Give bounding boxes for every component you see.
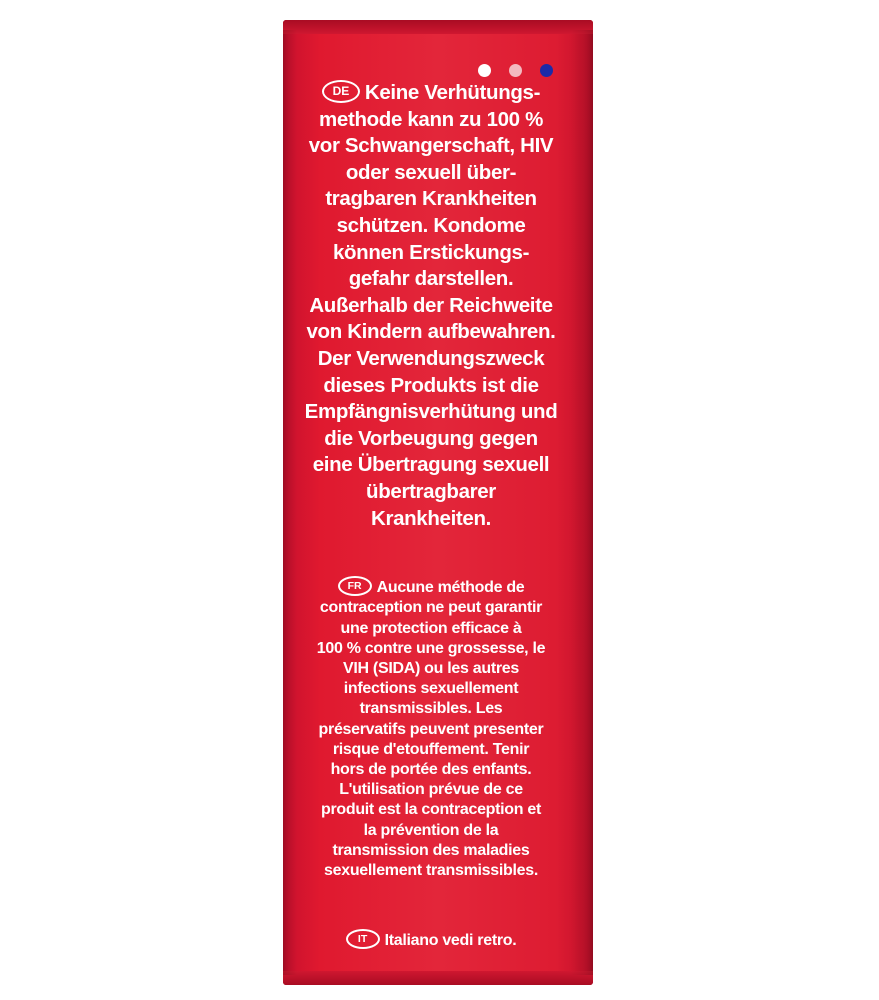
text-line: Der Verwendungszweck — [317, 346, 545, 370]
box-side-panel — [283, 20, 593, 985]
text-line-content: Keine Verhütungs- — [364, 81, 541, 104]
text-line: transmission des maladies — [332, 841, 530, 859]
text-line-content: Italiano vedi retro. — [384, 932, 517, 950]
text-line: produit est la contraception et — [320, 801, 542, 819]
text-line — [303, 578, 559, 598]
text-line: von Kindern aufbewahren. — [306, 320, 556, 344]
text-line: contraception ne peut garantir — [319, 599, 543, 617]
language-badge-fr: FR — [338, 576, 372, 596]
text-line: infections sexuellement — [343, 680, 519, 698]
text-line: VIH (SIDA) ou les autres — [343, 660, 519, 678]
box-bottom-flap — [283, 971, 593, 985]
text-line: Krankheiten. — [371, 506, 491, 530]
text-line-content: Aucune méthode de — [376, 579, 525, 597]
language-badge-it: IT — [346, 929, 380, 949]
box-top-flap — [283, 20, 593, 34]
text-line: la prévention de la — [363, 821, 499, 839]
box-right-edge — [571, 30, 593, 975]
dot-blue — [540, 64, 553, 77]
text-line: schützen. Kondome — [336, 213, 526, 237]
text-line: methode kann zu 100 % — [319, 107, 543, 131]
text-line: hors de portée des enfants. — [330, 761, 532, 779]
dot-white — [478, 64, 491, 77]
text-line: dieses Produkts ist die — [323, 373, 539, 397]
text-line: eine Übertragung sexuell — [312, 453, 550, 477]
warning-text-de — [303, 80, 559, 532]
language-badge-de: DE — [322, 80, 360, 103]
text-line: L'utilisation prévue de ce — [339, 781, 523, 799]
text-line: une protection efficace à — [340, 619, 522, 637]
text-line: oder sexuell über- — [345, 160, 517, 184]
text-line: préservatifs peuvent presenter — [318, 720, 544, 738]
text-line: können Erstickungs- — [332, 240, 530, 264]
text-line: transmissibles. Les — [359, 700, 503, 718]
text-line: sexuellement transmissibles. — [324, 862, 538, 880]
text-line — [303, 931, 559, 951]
text-line: gefahr darstellen. — [348, 267, 514, 291]
note-text-it — [303, 931, 559, 951]
text-line: vor Schwangerschaft, HIV — [308, 134, 554, 158]
text-line: risque d'etouffement. Tenir — [332, 740, 530, 758]
text-line: tragbaren Krankheiten — [325, 187, 537, 211]
box-left-edge — [283, 30, 297, 975]
text-line: die Vorbeugung gegen — [324, 426, 538, 450]
text-line — [303, 80, 559, 107]
text-line: Empfängnisverhütung und — [304, 400, 558, 424]
text-line: 100 % contre une grossesse, le — [316, 639, 546, 657]
dot-pink — [509, 64, 522, 77]
color-dots — [478, 64, 553, 77]
warning-text-fr — [303, 578, 559, 881]
text-line: Außerhalb der Reichweite — [309, 293, 553, 317]
text-line: übertragbarer — [366, 479, 496, 503]
